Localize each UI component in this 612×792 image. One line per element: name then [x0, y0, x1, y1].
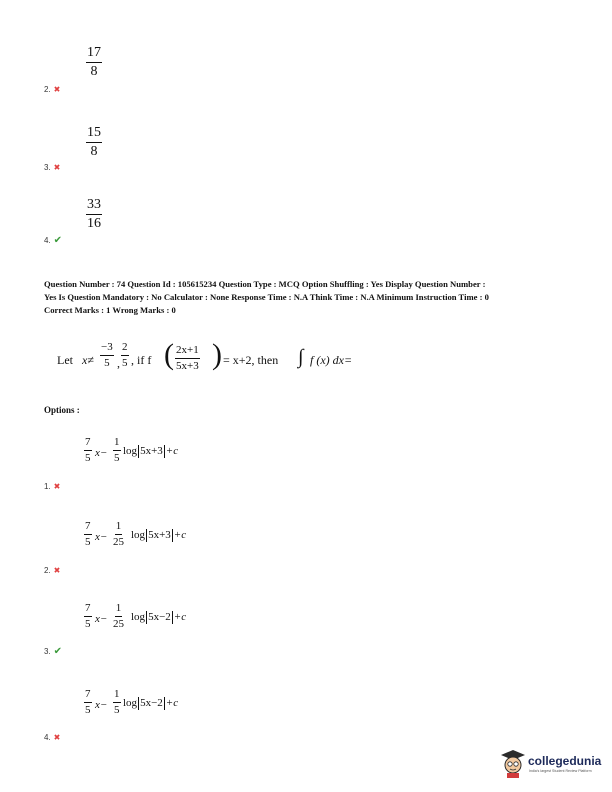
option-coef-a: [84, 521, 92, 548]
fraction-numerator: 7: [84, 603, 92, 617]
fraction-numerator: −3: [100, 342, 114, 356]
fraction-numerator: 1: [115, 603, 123, 617]
constant-term: +c: [173, 529, 187, 542]
log-text: log: [123, 445, 138, 458]
option-coef-b: [113, 521, 124, 548]
options-heading: Options :: [44, 405, 80, 415]
log-argument: 5x+3: [148, 529, 171, 542]
option-number: 4.: [44, 236, 51, 245]
constant-term: +c: [165, 445, 179, 458]
option-coef-a: [84, 689, 92, 716]
fraction-denominator: 16: [87, 216, 101, 231]
wrong-mark-icon: ✖: [53, 85, 61, 94]
option-2-label: [44, 566, 60, 575]
integral-symbol: ∫: [298, 346, 304, 368]
option-log-expr: [123, 697, 178, 710]
prev-option-3-label: [44, 163, 60, 172]
fraction-numerator: 1: [113, 689, 121, 703]
option-number: 1.: [44, 482, 51, 491]
fraction-denominator: 5: [122, 357, 128, 369]
fraction-denominator: 5: [85, 618, 91, 630]
fraction-denominator: 5: [85, 704, 91, 716]
option-number: 2.: [44, 85, 51, 94]
option-coef-a: [84, 603, 92, 630]
fraction-denominator: 25: [113, 536, 124, 548]
fraction-numerator: 2: [121, 342, 129, 356]
left-paren: (: [164, 338, 174, 371]
constant-term: +c: [173, 611, 187, 624]
prev-option-4-label: [44, 235, 62, 246]
question-fraction-1: [100, 342, 114, 369]
option-x-term: x−: [95, 613, 108, 625]
fraction-denominator: 5: [114, 704, 120, 716]
option-3-label: [44, 646, 62, 657]
log-argument: 5x+3: [140, 445, 163, 458]
fraction-numerator: 33: [86, 198, 102, 215]
option-number: 3.: [44, 647, 51, 656]
right-paren: ): [212, 338, 222, 371]
option-number: 2.: [44, 566, 51, 575]
option-1-label: [44, 482, 60, 491]
fraction-numerator: 7: [84, 521, 92, 535]
prev-option-4-fraction: [86, 198, 102, 231]
question-meta: [44, 278, 584, 317]
fraction-numerator: 7: [84, 689, 92, 703]
option-coef-a: [84, 437, 92, 464]
question-integrand: f (x) dx=: [310, 353, 353, 367]
question-let: Let: [57, 353, 73, 367]
log-text: log: [131, 529, 146, 542]
graduate-mascot-icon: [500, 748, 526, 778]
option-log-expr: [123, 445, 178, 458]
fraction-denominator: 5: [85, 536, 91, 548]
collegedunia-logo: [500, 748, 608, 778]
question-fraction-2: [121, 342, 129, 369]
option-log-expr: [131, 529, 186, 542]
option-x-term: x−: [95, 699, 108, 711]
log-argument: 5x−2: [148, 611, 171, 624]
logo-wordmark: collegedunia: [528, 754, 602, 768]
question-x-neq: x≠: [82, 353, 94, 367]
constant-term: +c: [165, 697, 179, 710]
meta-line: Yes Is Question Mandatory : No Calculator : None Response Time : N.A Think Time : N.A Minimum Instruction Time : 0: [44, 292, 489, 302]
question-if-f: , if f: [131, 353, 152, 367]
fraction-numerator: 17: [86, 46, 102, 63]
fraction-numerator: 2x+1: [175, 345, 200, 359]
log-argument: 5x−2: [140, 697, 163, 710]
wrong-mark-icon: ✖: [53, 482, 61, 491]
option-x-term: x−: [95, 447, 108, 459]
fraction-denominator: 5x+3: [176, 360, 199, 372]
option-coef-b: [113, 689, 121, 716]
log-text: log: [123, 697, 138, 710]
wrong-mark-icon: ✖: [53, 566, 61, 575]
meta-line: Correct Marks : 1 Wrong Marks : 0: [44, 305, 176, 315]
option-coef-b: [113, 437, 121, 464]
fraction-denominator: 25: [113, 618, 124, 630]
fraction-denominator: 8: [90, 144, 98, 159]
fraction-numerator: 15: [86, 126, 102, 143]
fraction-denominator: 5: [85, 452, 91, 464]
correct-mark-icon: ✔: [53, 646, 63, 657]
option-number: 4.: [44, 733, 51, 742]
prev-option-2-label: [44, 85, 60, 94]
correct-mark-icon: ✔: [53, 235, 63, 246]
option-x-term: x−: [95, 531, 108, 543]
prev-option-3-fraction: [86, 126, 102, 159]
question-comma: ,: [117, 356, 120, 370]
log-text: log: [131, 611, 146, 624]
fraction-denominator: 5: [114, 452, 120, 464]
logo-tagline: India's largest Student Review Platform: [529, 769, 592, 773]
fraction-denominator: 5: [104, 357, 110, 369]
option-4-label: [44, 733, 60, 742]
wrong-mark-icon: ✖: [53, 733, 61, 742]
question-inner-fraction: [175, 345, 200, 372]
option-number: 3.: [44, 163, 51, 172]
prev-option-2-fraction: [86, 46, 102, 79]
fraction-numerator: 7: [84, 437, 92, 451]
option-log-expr: [131, 611, 186, 624]
question-rhs: = x+2, then: [223, 353, 279, 367]
option-coef-b: [113, 603, 124, 630]
meta-line: Question Number : 74 Question Id : 105615234 Question Type : MCQ Option Shuffling : Yes Display Question Number :: [44, 279, 486, 289]
fraction-denominator: 8: [90, 64, 98, 79]
fraction-numerator: 1: [113, 437, 121, 451]
wrong-mark-icon: ✖: [53, 163, 61, 172]
fraction-numerator: 1: [115, 521, 123, 535]
